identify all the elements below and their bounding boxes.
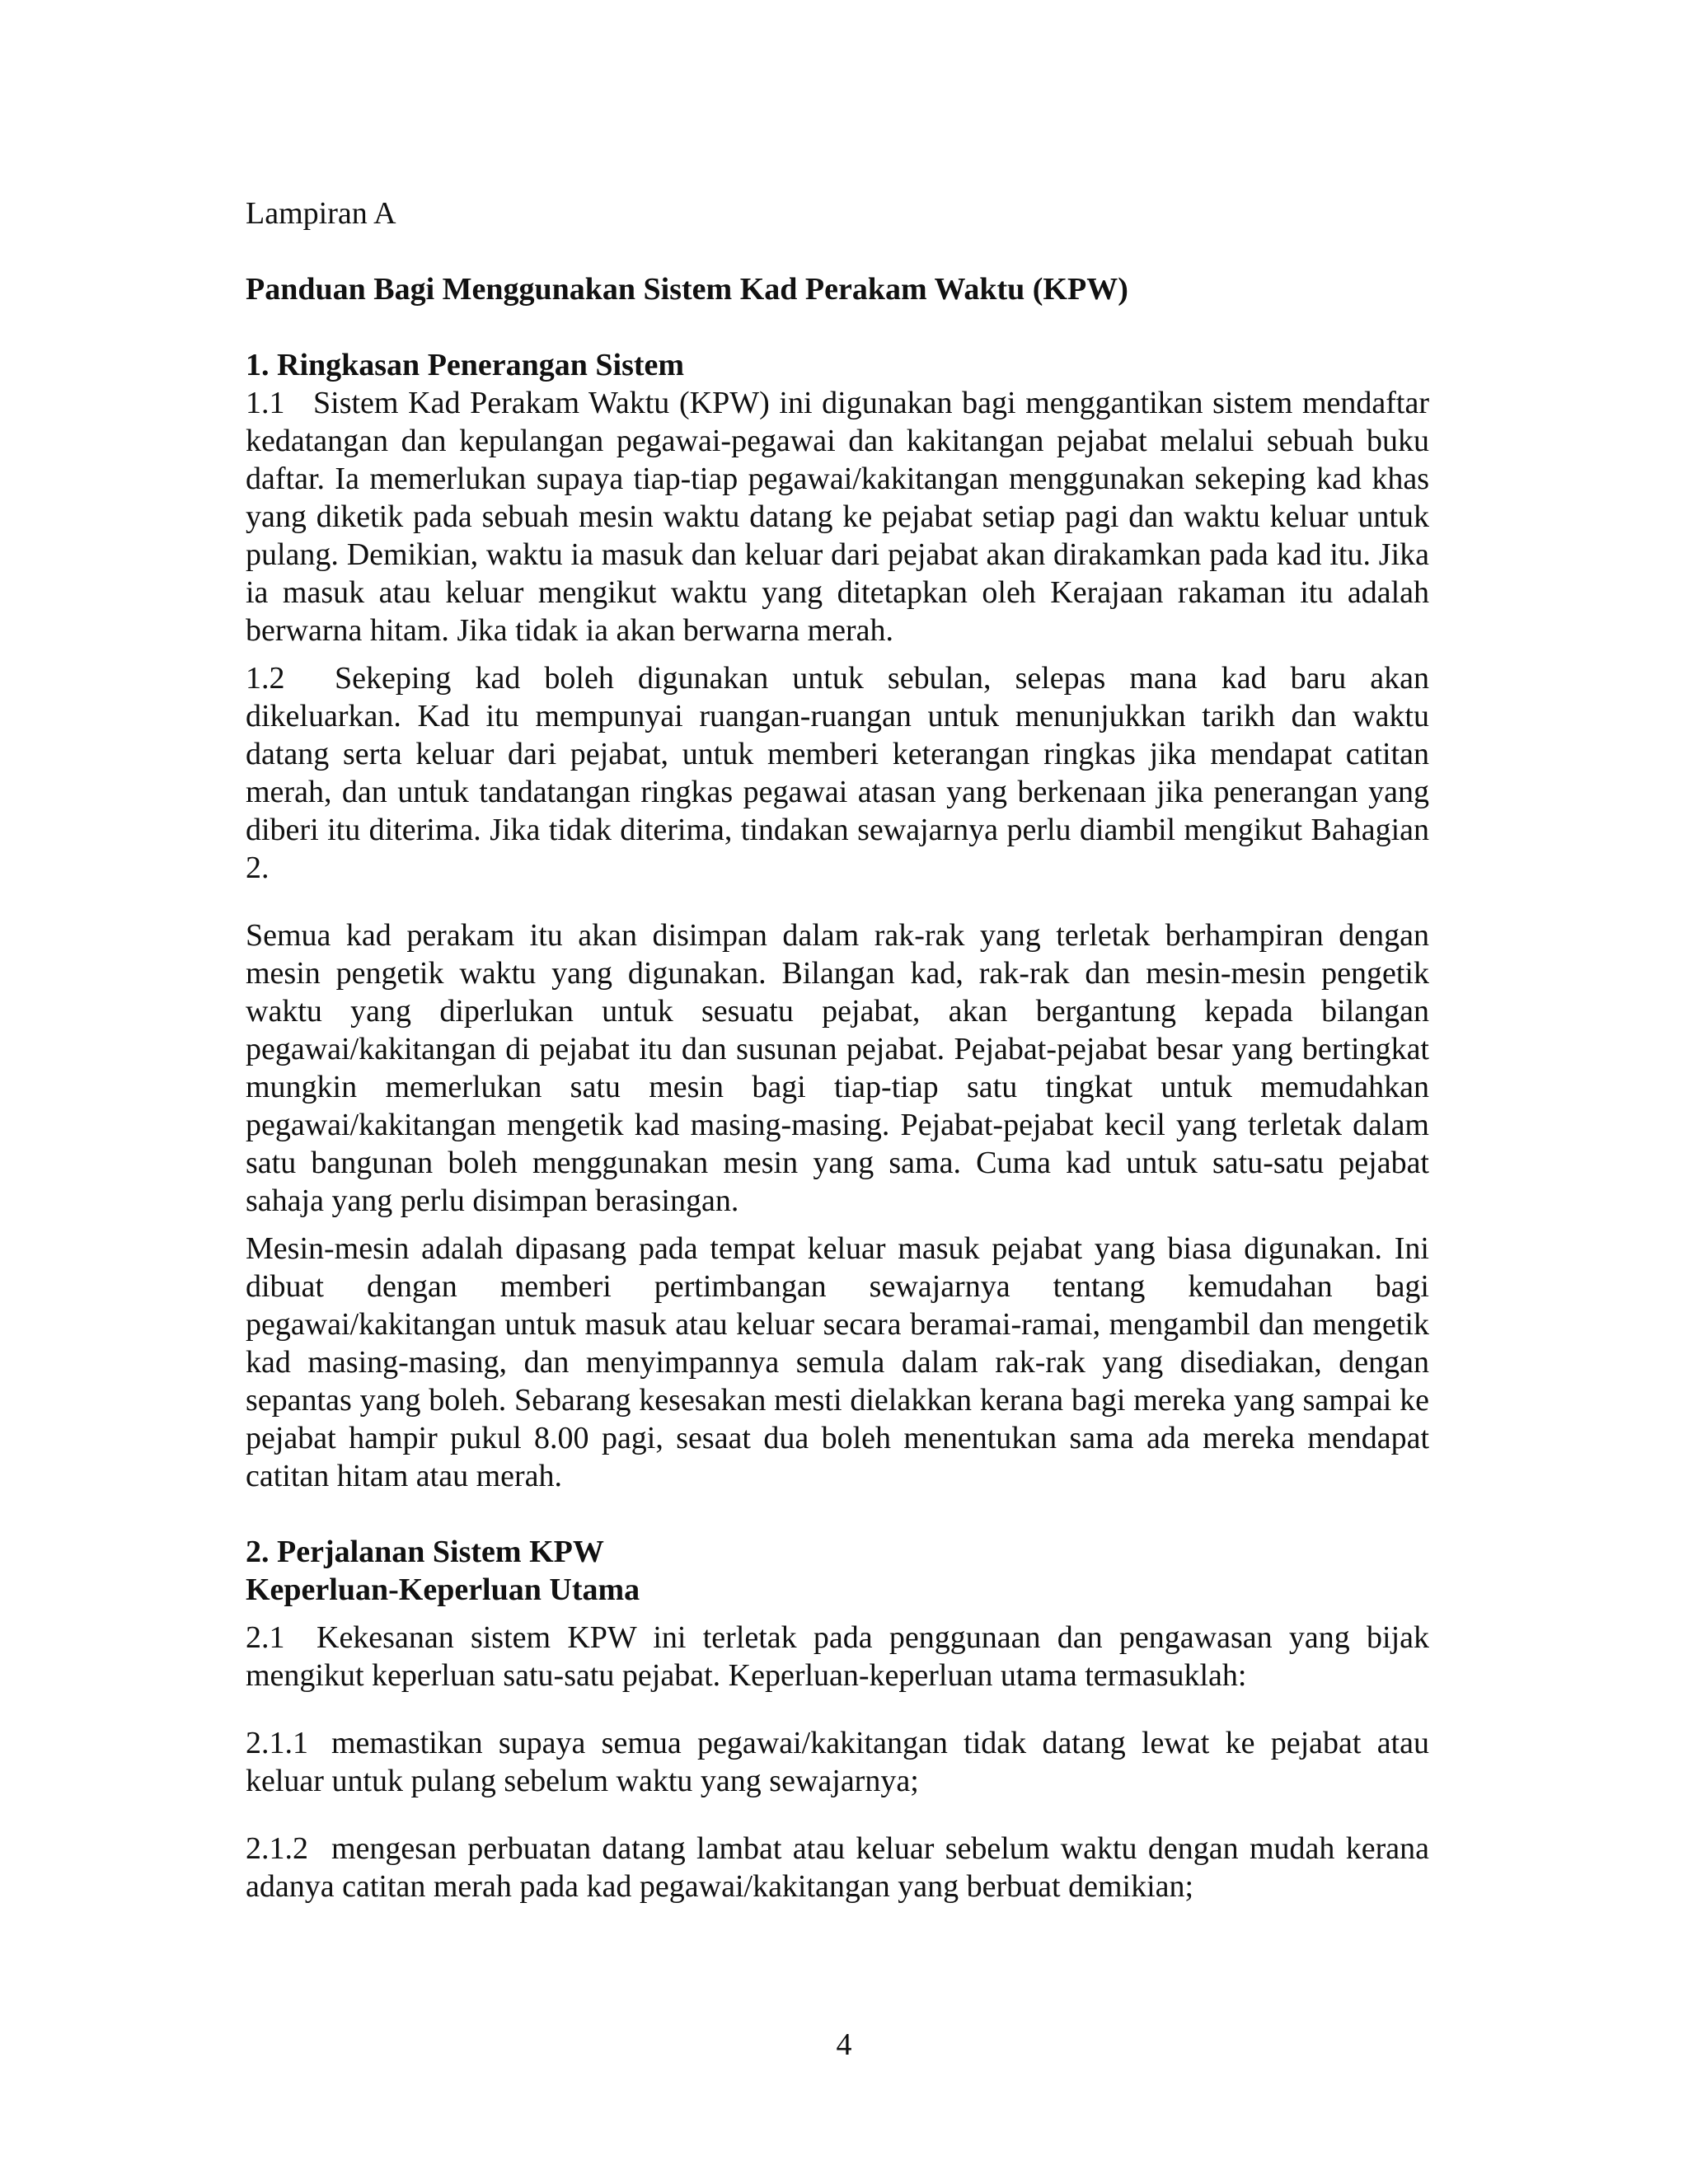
paragraph-text: memastikan supaya semua pegawai/kakitangan tidak datang lewat ke pejabat atau keluar untuk pulang sebelum waktu yang sewajarnya; <box>246 1726 1429 1798</box>
paragraph-machines: Mesin-mesin adalah dipasang pada tempat keluar masuk pejabat yang biasa digunakan. Ini dibuat dengan memberi pertimbangan sewajarnya tentang kemudahan bagi pegawai/kakitangan untuk masuk atau keluar secara beramai-ramai, mengambil dan mengetik kad masing-masing, dan menyimpannya semula dalam rak-rak yang disediakan, dengan sepantas yang boleh. Sebarang kesesakan mesti dielakkan kerana bagi mereka yang sampai ke pejabat hampir pukul 8.00 pagi, sesaat dua boleh menentukan sama ada mereka mendapat catitan hitam atau merah. <box>246 1231 1429 1493</box>
document-title: Panduan Bagi Menggunakan Sistem Kad Perakam Waktu (KPW) <box>246 272 1128 307</box>
section-2-subheading: Keperluan-Keperluan Utama <box>246 1572 640 1607</box>
appendix-label: Lampiran A <box>246 196 396 231</box>
paragraph-2-1 <box>246 1619 1429 1694</box>
document-page <box>246 194 1429 1905</box>
paragraph-1-2 <box>246 659 1429 887</box>
paragraph-text: Kekesanan sistem KPW ini terletak pada penggunaan dan pengawasan yang bijak mengikut keperluan satu-satu pejabat. Keperluan-keperluan utama termasuklah: <box>246 1620 1429 1693</box>
paragraph-text: Sekeping kad boleh digunakan untuk sebulan, selepas mana kad baru akan dikeluarkan. Kad itu mempunyai ruangan-ruangan untuk menunjukkan tarikh dan waktu datang serta keluar dari pejabat, untuk memberi keterangan ringkas jika mendapat catitan merah, dan untuk tandatangan ringkas pegawai atasan yang berkenaan jika penerangan yang diberi itu diterima. Jika tidak diterima, tindakan sewajarnya perlu diambil mengikut Bahagian 2. <box>246 661 1429 885</box>
paragraph-number: 1.2 <box>246 661 285 696</box>
paragraph-number: 2.1 <box>246 1620 285 1655</box>
paragraph-2-1-2 <box>246 1830 1429 1905</box>
paragraph-text: mengesan perbuatan datang lambat atau keluar sebelum waktu dengan mudah kerana adanya catitan merah pada kad pegawai/kakitangan yang berbuat demikian; <box>246 1831 1429 1904</box>
section-1-heading: 1. Ringkasan Penerangan Sistem <box>246 348 685 382</box>
paragraph-2-1-1 <box>246 1724 1429 1800</box>
paragraph-text: Sistem Kad Perakam Waktu (KPW) ini digunakan bagi menggantikan sistem mendaftar kedatangan dan kepulangan pegawai-pegawai dan kakitangan pejabat melalui sebuah buku daftar. Ia memerlukan supaya tiap-tiap pegawai/kakitangan menggunakan sekeping kad khas yang diketik pada sebuah mesin waktu datang ke pejabat setiap pagi dan waktu keluar untuk pulang. Demikian, waktu ia masuk dan keluar dari pejabat akan dirakamkan pada kad itu. Jika ia masuk atau keluar mengikut waktu yang ditetapkan oleh Kerajaan rakaman itu adalah berwarna hitam. Jika tidak ia akan berwarna merah. <box>246 386 1429 648</box>
section-2-heading: 2. Perjalanan Sistem KPW <box>246 1535 604 1569</box>
paragraph-number: 2.1.1 <box>246 1726 308 1760</box>
paragraph-number: 2.1.2 <box>246 1831 308 1866</box>
paragraph-number: 1.1 <box>246 386 285 420</box>
page-number: 4 <box>836 2027 852 2062</box>
paragraph-racks: Semua kad perakam itu akan disimpan dalam rak-rak yang terletak berhampiran dengan mesin pengetik waktu yang digunakan. Bilangan kad, rak-rak dan mesin-mesin pengetik waktu yang diperlukan untuk sesuatu pejabat, akan bergantung kepada bilangan pegawai/kakitangan di pejabat itu dan susunan pejabat. Pejabat-pejabat besar yang bertingkat mungkin memerlukan satu mesin bagi tiap-tiap satu tingkat untuk memudahkan pegawai/kakitangan mengetik kad masing-masing. Pejabat-pejabat kecil yang terletak dalam satu bangunan boleh menggunakan mesin yang sama. Cuma kad untuk satu-satu pejabat sahaja yang perlu disimpan berasingan. <box>246 918 1429 1218</box>
paragraph-1-1 <box>246 384 1429 649</box>
